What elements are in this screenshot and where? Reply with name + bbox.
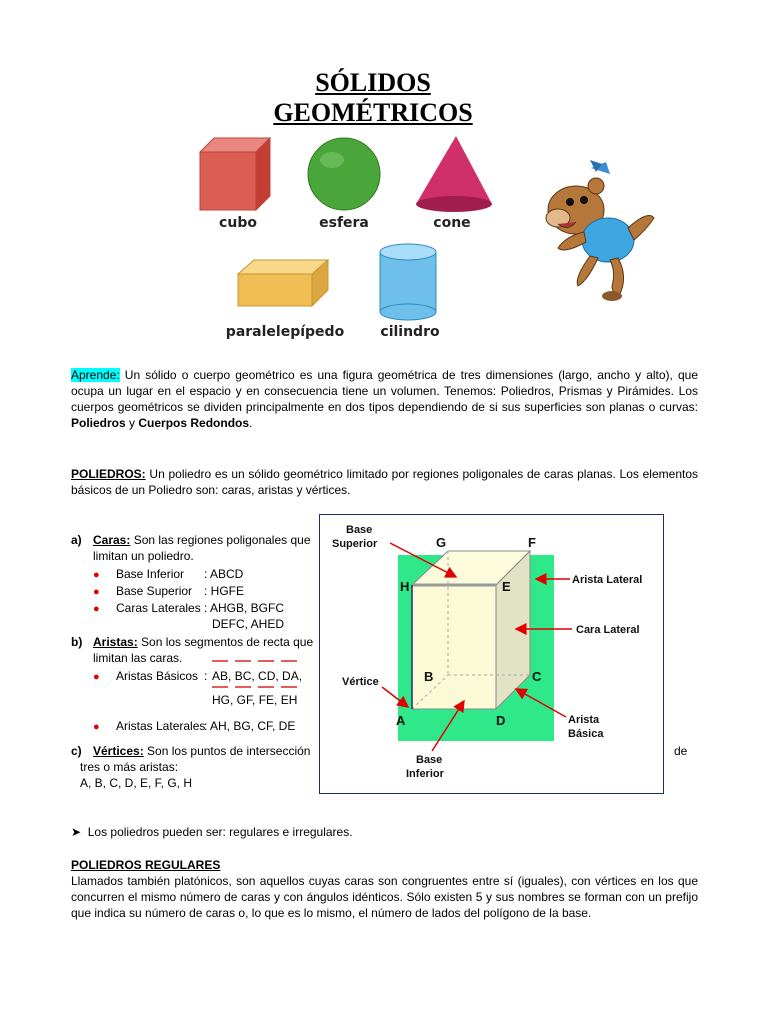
- aristas-text: Son los segmentos de recta que: [137, 635, 314, 649]
- caras-item-3-value: : AHGB, BGFC: [204, 601, 285, 615]
- aristas-text-2: limitan las caras.: [93, 651, 183, 665]
- aristas-laterales-value: : AH, BG, CF, DE: [204, 719, 296, 733]
- label-esfera: esfera: [319, 215, 369, 231]
- cylinder-shape: [380, 244, 436, 320]
- label-vertice: Vértice: [342, 676, 379, 688]
- poliedros-paragraph: [71, 466, 698, 498]
- sphere-shape: [308, 138, 380, 210]
- vertices-text: Son los puntos de intersección: [143, 744, 311, 758]
- page-title-line2: GEOMÉTRICOS: [273, 98, 473, 127]
- vertex-b: B: [424, 669, 434, 684]
- aristas-label: Aristas:: [93, 635, 138, 649]
- caras-item-2-name: Base Superior: [116, 584, 193, 598]
- caras-item-1: ●: [93, 569, 100, 581]
- intro-end: .: [249, 416, 253, 430]
- arista-da: DA,: [282, 669, 303, 683]
- poliedros-label: POLIEDROS:: [71, 467, 146, 481]
- label-cone: cone: [433, 215, 471, 231]
- aristas-letter: b): [71, 635, 83, 649]
- regulares-paragraph: Llamados también platónicos, son aquellos cuyas caras son congruentes entre sí (iguales), con vértices en los que concurren el mismo número de caras y con ángulos idénticos. Sólo existen 5 y sus nombres se forman con un prefijo que indica su número de caras o, lo que es lo mismo, el número de lados del polígono de la base.: [71, 874, 698, 920]
- arrow-bullet-icon: ➤: [71, 825, 82, 839]
- regulares-heading: POLIEDROS REGULARES: [71, 858, 221, 872]
- caras-item-3: ●: [93, 603, 100, 615]
- intro-text: Un sólido o cuerpo geométrico es una figura geométrica de tres dimensiones (largo, ancho y alto), que ocupa un lugar en el espacio y en consecuencia tiene un volumen. Tenemos: Poliedros, Prismas y Pirámides. Los cuerpos geométricos se dividen principalmente en dos tipos dependiendo de si sus superficies son planas o curvas:: [71, 368, 698, 414]
- caras-text-2: limitan un poliedro.: [93, 549, 194, 563]
- vertices-de: de: [674, 744, 688, 758]
- cube-shape: [200, 138, 270, 210]
- caras-label: Caras:: [93, 533, 131, 547]
- aristas-basicos-sep: :: [204, 669, 208, 683]
- label-cubo: cubo: [219, 215, 257, 231]
- label-arista-lateral: Arista Lateral: [572, 574, 643, 586]
- label-paralelepipedo: paralelepípedo: [225, 324, 345, 340]
- label-base-inferior-2: Inferior: [406, 768, 444, 780]
- aristas-laterales-bullet: ●: [93, 721, 100, 733]
- tipos-text: Los poliedros pueden ser: regulares e irregulares.: [87, 825, 353, 839]
- label-arista-basica-1: Arista: [568, 714, 600, 726]
- arista-gf: GF: [236, 693, 253, 707]
- arista-eh: EH: [280, 693, 298, 707]
- aristas-definition: [93, 634, 313, 650]
- arista-cd: CD: [258, 669, 276, 683]
- caras-item-1-name: Base Inferior: [116, 567, 185, 581]
- cone-shape: [416, 136, 492, 212]
- vertex-d: D: [496, 713, 506, 728]
- poliedros-text: Un poliedro es un sólido geométrico limitado por regiones poligonales de caras planas. Los elementos básicos de un Poliedro son: caras, aristas y vértices.: [71, 467, 698, 497]
- prism-shape: [238, 260, 328, 306]
- vertex-c: C: [532, 669, 542, 684]
- vertex-h: H: [400, 579, 410, 594]
- intro-paragraph: [71, 367, 698, 431]
- vertex-a: A: [396, 713, 406, 728]
- vertices-definition: [93, 743, 310, 759]
- solid-shapes-illustration: [190, 130, 520, 345]
- vertex-f: F: [528, 535, 536, 550]
- caras-item-1-value: : ABCD: [204, 567, 244, 581]
- front-face: [412, 585, 496, 709]
- tipos-line: [71, 824, 353, 840]
- label-base-superior-1: Base: [346, 524, 373, 536]
- vertices-letter: c): [71, 744, 82, 758]
- label-arista-basica-2: Básica: [568, 728, 604, 740]
- aristas-laterales-name: Aristas Laterales: [116, 719, 206, 733]
- arista-fe: FE: [258, 693, 275, 707]
- intro-poliedros: Poliedros: [71, 416, 126, 430]
- prism-diagram-svg: [320, 515, 663, 793]
- caras-text: Son las regiones poligonales que: [130, 533, 311, 547]
- vertices-list: A, B, C, D, E, F, G, H: [80, 776, 193, 790]
- vertex-e: E: [502, 579, 511, 594]
- arista-hg: HG: [212, 693, 230, 707]
- label-base-superior-2: Superior: [332, 538, 378, 550]
- label-cara-lateral: Cara Lateral: [576, 624, 640, 636]
- intro-cuerpos-redondos: Cuerpos Redondos: [138, 416, 250, 430]
- vertices-label: Vértices:: [93, 744, 144, 758]
- aristas-basicos-row-2: HG, GF, FE, EH: [212, 693, 298, 707]
- vertex-g: G: [436, 535, 447, 550]
- caras-letter: a): [71, 533, 82, 547]
- caras-definition: [93, 532, 311, 548]
- caras-item-2: ●: [93, 586, 100, 598]
- label-cilindro: cilindro: [380, 324, 440, 340]
- arista-bc: BC: [234, 669, 252, 683]
- aristas-basicos-name: Aristas Básicos: [116, 669, 199, 683]
- page-title-line1: SÓLIDOS: [315, 68, 431, 97]
- prism-diagram: [319, 514, 664, 794]
- caras-item-3-cont: DEFC, AHED: [212, 617, 285, 631]
- label-base-inferior-1: Base: [416, 754, 443, 766]
- caras-item-3-name: Caras Laterales: [116, 601, 201, 615]
- caras-item-2-value: : HGFE: [204, 584, 245, 598]
- aristas-basicos-bullet: ●: [93, 671, 100, 683]
- aprende-tag: Aprende:: [71, 368, 120, 382]
- vertices-text-2: tres o más aristas:: [80, 760, 179, 774]
- aristas-basicos-row-1: AB, BC, CD, DA,: [212, 669, 303, 683]
- intro-y: y: [125, 416, 139, 430]
- bear-mascot-illustration: [536, 158, 666, 308]
- arista-ab: AB: [212, 669, 229, 683]
